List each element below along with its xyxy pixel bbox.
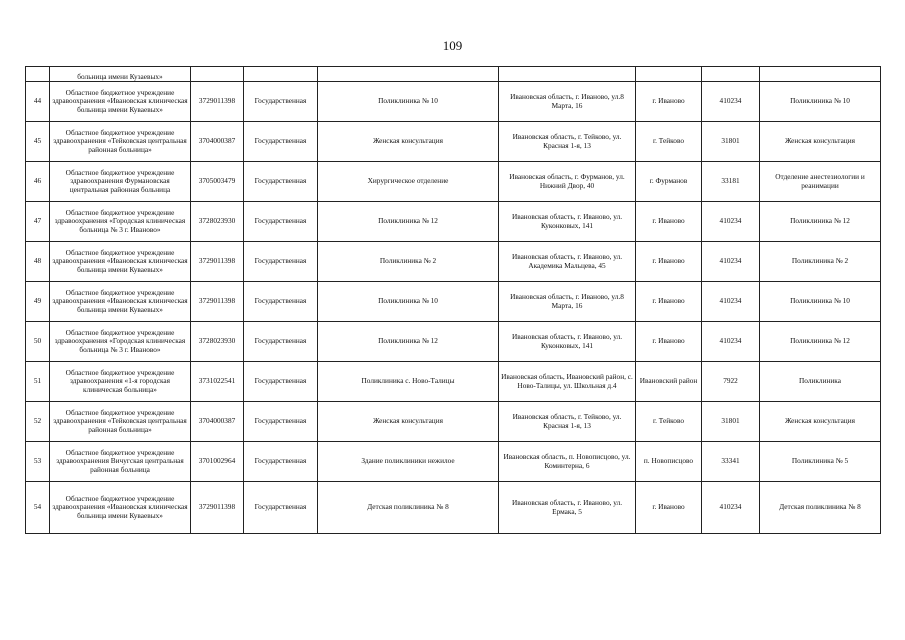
cell-ownership: Государственная xyxy=(244,82,318,122)
cell-code: 33341 xyxy=(702,442,760,482)
cell-code: 410234 xyxy=(702,242,760,282)
cell-dept: Поликлиника № 12 xyxy=(760,202,881,242)
cell-num: 44 xyxy=(26,82,50,122)
cell-locality: г. Фурманов xyxy=(636,162,702,202)
cell-ownership: Государственная xyxy=(244,202,318,242)
cell-code: 410234 xyxy=(702,482,760,534)
cell-name: Областное бюджетное учреждение здравоохранения «1-я городская клиническая больница» xyxy=(50,362,191,402)
cell-object xyxy=(318,67,499,82)
cell-object: Женская консультация xyxy=(318,122,499,162)
cell-name: Областное бюджетное учреждение здравоохранения «Ивановская клиническая больница имени Куваевых» xyxy=(50,242,191,282)
table-row xyxy=(26,402,881,442)
page-number: 109 xyxy=(442,38,463,53)
cell-address: Ивановская область, Ивановский район, с. Ново-Талицы, ул. Школьная д.4 xyxy=(499,362,636,402)
cell-ownership: Государственная xyxy=(244,162,318,202)
cell-dept: Поликлиника № 2 xyxy=(760,242,881,282)
cell-ownership xyxy=(244,67,318,82)
cell-address: Ивановская область, г. Тейково, ул. Красная 1-я, 13 xyxy=(499,402,636,442)
table-row xyxy=(26,162,881,202)
table-row xyxy=(26,442,881,482)
table-row xyxy=(26,242,881,282)
cell-name: Областное бюджетное учреждение здравоохранения «Ивановская клиническая больница имени Куваевых» xyxy=(50,282,191,322)
cell-address: Ивановская область, г. Иваново, ул. Куконковых, 141 xyxy=(499,322,636,362)
cell-locality: г. Иваново xyxy=(636,282,702,322)
cell-object: Женская консультация xyxy=(318,402,499,442)
cell-object: Хирургическое отделение xyxy=(318,162,499,202)
cell-object: Здание поликлиники нежилое xyxy=(318,442,499,482)
cell-dept: Поликлиника № 5 xyxy=(760,442,881,482)
cell-address: Ивановская область, г. Иваново, ул. Куконковых, 141 xyxy=(499,202,636,242)
cell-address: Ивановская область, г. Фурманов, ул. Нижний Двор, 40 xyxy=(499,162,636,202)
cell-num: 47 xyxy=(26,202,50,242)
cell-address: Ивановская область, г. Иваново, ул.8 Марта, 16 xyxy=(499,282,636,322)
cell-num xyxy=(26,67,50,82)
table-row xyxy=(26,482,881,534)
cell-code: 410234 xyxy=(702,282,760,322)
cell-locality: г. Тейково xyxy=(636,122,702,162)
cell-dept: Женская консультация xyxy=(760,402,881,442)
cell-dept: Поликлиника № 10 xyxy=(760,282,881,322)
cell-ownership: Государственная xyxy=(244,242,318,282)
cell-address: Ивановская область, г. Тейково, ул. Красная 1-я, 13 xyxy=(499,122,636,162)
cell-dept: Женская консультация xyxy=(760,122,881,162)
cell-num: 49 xyxy=(26,282,50,322)
cell-dept: Поликлиника xyxy=(760,362,881,402)
cell-ownership: Государственная xyxy=(244,362,318,402)
continued-row xyxy=(26,67,881,82)
cell-object: Поликлиника № 10 xyxy=(318,282,499,322)
cell-num: 53 xyxy=(26,442,50,482)
table-row xyxy=(26,202,881,242)
cell-inn: 3701002964 xyxy=(191,442,244,482)
table-row xyxy=(26,122,881,162)
cell-locality: Ивановский район xyxy=(636,362,702,402)
cell-num: 54 xyxy=(26,482,50,534)
cell-locality: г. Иваново xyxy=(636,202,702,242)
cell-locality: г. Иваново xyxy=(636,242,702,282)
cell-code: 410234 xyxy=(702,82,760,122)
cell-inn: 3729011398 xyxy=(191,482,244,534)
cell-name: Областное бюджетное учреждение здравоохранения Вичугская центральная районная больница xyxy=(50,442,191,482)
cell-num: 48 xyxy=(26,242,50,282)
cell-address: Ивановская область, г. Иваново, ул. Ермака, 5 xyxy=(499,482,636,534)
cell-inn: 3728023930 xyxy=(191,202,244,242)
cell-address: Ивановская область, г. Иваново, ул.8 Марта, 16 xyxy=(499,82,636,122)
cell-dept: Отделение анестезиологии и реанимации xyxy=(760,162,881,202)
cell-ownership: Государственная xyxy=(244,122,318,162)
cell-inn: 3729011398 xyxy=(191,82,244,122)
cell-locality: г. Иваново xyxy=(636,482,702,534)
registry-table xyxy=(25,66,881,534)
cell-name: Областное бюджетное учреждение здравоохранения Фурмановская центральная районная больница xyxy=(50,162,191,202)
cell-inn: 3704000387 xyxy=(191,122,244,162)
cell-ownership: Государственная xyxy=(244,282,318,322)
cell-code: 410234 xyxy=(702,202,760,242)
cell-num: 51 xyxy=(26,362,50,402)
cell-locality: г. Иваново xyxy=(636,82,702,122)
cell-name: Областное бюджетное учреждение здравоохранения «Городская клиническая больница № 3 г. Иваново» xyxy=(50,322,191,362)
cell-inn: 3705003479 xyxy=(191,162,244,202)
cell-object: Поликлиника с. Ново-Талицы xyxy=(318,362,499,402)
cell-code: 7922 xyxy=(702,362,760,402)
cell-num: 50 xyxy=(26,322,50,362)
cell-name: Областное бюджетное учреждение здравоохранения «Городская клиническая больница № 3 г. Иваново» xyxy=(50,202,191,242)
cell-code xyxy=(702,67,760,82)
cell-object: Детская поликлиника № 8 xyxy=(318,482,499,534)
cell-object: Поликлиника № 12 xyxy=(318,322,499,362)
cell-code: 31801 xyxy=(702,122,760,162)
cell-code: 33181 xyxy=(702,162,760,202)
cell-dept: Поликлиника № 10 xyxy=(760,82,881,122)
cell-inn: 3729011398 xyxy=(191,242,244,282)
cell-inn: 3728023930 xyxy=(191,322,244,362)
cell-dept: Поликлиника № 12 xyxy=(760,322,881,362)
cell-ownership: Государственная xyxy=(244,482,318,534)
registry-body xyxy=(26,67,881,534)
cell-inn: 3729011398 xyxy=(191,282,244,322)
cell-object: Поликлиника № 12 xyxy=(318,202,499,242)
cell-address xyxy=(499,67,636,82)
table-row xyxy=(26,82,881,122)
cell-code: 31801 xyxy=(702,402,760,442)
cell-object: Поликлиника № 2 xyxy=(318,242,499,282)
cell-dept xyxy=(760,67,881,82)
cell-address: Ивановская область, п. Новописцово, ул. Коминтерна, 6 xyxy=(499,442,636,482)
cell-dept: Детская поликлиника № 8 xyxy=(760,482,881,534)
table-row xyxy=(26,282,881,322)
cell-name: Областное бюджетное учреждение здравоохранения «Ивановская клиническая больница имени Куваевых» xyxy=(50,482,191,534)
cell-locality: г. Иваново xyxy=(636,322,702,362)
table-row xyxy=(26,322,881,362)
cell-name: Областное бюджетное учреждение здравоохранения «Тейковская центральная районная больница» xyxy=(50,122,191,162)
cell-locality xyxy=(636,67,702,82)
cell-num: 46 xyxy=(26,162,50,202)
cell-inn: 3731022541 xyxy=(191,362,244,402)
cell-name: Областное бюджетное учреждение здравоохранения «Тейковская центральная районная больница» xyxy=(50,402,191,442)
cell-inn: 3704000387 xyxy=(191,402,244,442)
cell-ownership: Государственная xyxy=(244,322,318,362)
cell-ownership: Государственная xyxy=(244,402,318,442)
cell-name: Областное бюджетное учреждение здравоохранения «Ивановская клиническая больница имени Куваевых» xyxy=(50,82,191,122)
cell-code: 410234 xyxy=(702,322,760,362)
table-row xyxy=(26,362,881,402)
cell-name: больница имени Кузаевых» xyxy=(50,67,191,82)
cell-num: 52 xyxy=(26,402,50,442)
cell-object: Поликлиника № 10 xyxy=(318,82,499,122)
cell-locality: п. Новописцово xyxy=(636,442,702,482)
cell-ownership: Государственная xyxy=(244,442,318,482)
cell-address: Ивановская область, г. Иваново, ул. Академика Мальцева, 45 xyxy=(499,242,636,282)
cell-locality: г. Тейково xyxy=(636,402,702,442)
cell-inn xyxy=(191,67,244,82)
cell-num: 45 xyxy=(26,122,50,162)
